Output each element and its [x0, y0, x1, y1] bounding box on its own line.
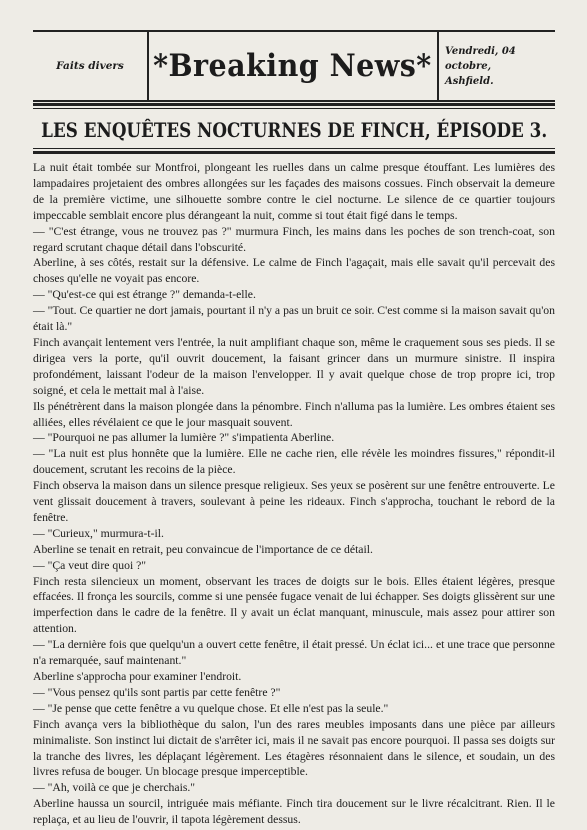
paragraph: Aberline s'approcha pour examiner l'endroit.: [33, 670, 242, 683]
top-rule-thick: [33, 103, 555, 106]
masthead-title: *Breaking News*: [152, 48, 432, 84]
paragraph: — "La dernière fois que quelqu'un a ouvert cette fenêtre, il était pressé. Un éclat ici... et une trace que personne n'a remarquée, sauf maintenant.": [33, 638, 555, 668]
paragraph: — "La nuit est plus honnête que la lumière. Elle ne cache rien, elle révèle les moindres fissures," répondit-il doucement, scrutant les recoins de la pièce.: [33, 447, 555, 477]
bottom-rule-thick: [33, 151, 555, 154]
bottom-rule-thin: [33, 148, 555, 149]
paragraph: — "Qu'est-ce qui est étrange ?" demanda-t-elle.: [33, 288, 256, 302]
paragraph: Finch avança vers la bibliothèque du salon, l'un des rares meubles imposants dans une pièce par ailleurs minimaliste. Son instinct lui dictait de s'arrêter ici, mais il ne savait pas encore pourquoi. Il passa ses doigts sur la tranche des livres, les déplaçant légèrement. Les étagères résonnaient dans le silence, et soudain, un des livres refusa de bouger. Un blocage presque imperceptible.: [33, 717, 555, 779]
paragraph: — "Ah, voilà ce que je cherchais.": [33, 781, 196, 795]
date-box: [437, 32, 555, 100]
section-label: Faits divers: [56, 60, 124, 72]
paragraph: — "Vous pensez qu'ils sont partis par cette fenêtre ?": [33, 685, 281, 699]
paragraph: Finch resta silencieux un moment, observant les traces de doigts sur le bois. Elles étaient légères, presque effacées. Il fronça les sourcils, comme si une pensée fugace venait de lui échapper. Ses doigts glissèrent sur une imperfection dans le cadre de la fenêtre. Il y avait un éclat manquant, minuscule, mais assez pour attirer son attention.: [33, 574, 555, 636]
paragraph: — "Tout. Ce quartier ne dort jamais, pourtant il n'y a pas un bruit ce soir. C'est comme si la maison savait qu'on était là.": [33, 304, 555, 334]
paragraph: — "C'est étrange, vous ne trouvez pas ?" murmura Finch, les mains dans les poches de son trench-coat, son regard scrutant chaque détail dans l'obscurité.: [33, 224, 555, 254]
paragraph: Finch observa la maison dans un silence presque religieux. Ses yeux se posèrent sur une fenêtre entrouverte. Le vent glissait doucement à travers, soulevant à peine les rideaux. Finch s'approcha, touchant le rebord de la fenêtre.: [33, 479, 555, 524]
masthead: [33, 30, 555, 102]
headline: LES ENQUÊTES NOCTURNES DE FINCH, ÉPISODE 3.: [41, 118, 548, 142]
paragraph: — "Je pense que cette fenêtre a vu quelque chose. Et elle n'est pas la seule.": [33, 701, 389, 715]
article-body: [33, 160, 555, 828]
top-rule-thin: [33, 108, 555, 109]
paragraph: Aberline se tenait en retrait, peu convaincue de l'importance de ce détail.: [33, 542, 373, 556]
paragraph: — "Curieux," murmura-t-il.: [33, 526, 164, 540]
paragraph: — "Ça veut dire quoi ?": [33, 558, 147, 572]
paragraph: Aberline, à ses côtés, restait sur la défensive. Le calme de Finch l'agaçait, mais elle savait qu'il percevait des choses qu'elle ne voyait pas encore.: [33, 256, 555, 286]
paragraph: Ils pénétrèrent dans la maison plongée dans la pénombre. Finch n'alluma pas la lumière. Les ombres étaient ses alliées, elles révélaient ce que le jour masquait souvent.: [33, 399, 555, 429]
date-line-2: Ashfield.: [445, 75, 494, 87]
paragraph: Aberline haussa un sourcil, intriguée mais méfiante. Finch tira doucement sur le livre récalcitrant. Rien. Il le replaça, et au lieu de l'ouvrir, il tapota légèrement dessus.: [33, 797, 555, 827]
paragraph: La nuit était tombée sur Montfroi, plongeant les ruelles dans un calme presque étouffant. Les lumières des lampadaires projetaient des ombres allongées sur les façades des maisons cossues. Finch observait la demeure de la première victime, une silhouette sombre contre le ciel nocturne. Le silence de ce quartier toujours impeccable semblait encore plus dérangeant la nuit, comme si tout était figé dans le temps.: [33, 161, 555, 222]
section-label-box: [33, 32, 149, 100]
paragraph: — "Pourquoi ne pas allumer la lumière ?" s'impatienta Aberline.: [33, 431, 335, 445]
headline-box: [33, 113, 555, 147]
masthead-title-box: [147, 32, 437, 100]
paragraph: Finch avançait lentement vers l'entrée, la nuit amplifiant chaque son, même le craquement sous ses pieds. Il se dirigea vers la porte, qu'il ouvrit doucement, la faisant grincer dans un murmure sinistre. Il inspira profondément, laissant l'odeur de la maison l'envelopper. Il y avait quelque chose de trop propre ici, trop soigné, et cela le mettait mal à l'aise.: [33, 335, 555, 397]
date-line-1: Vendredi, 04 octobre,: [445, 45, 516, 72]
